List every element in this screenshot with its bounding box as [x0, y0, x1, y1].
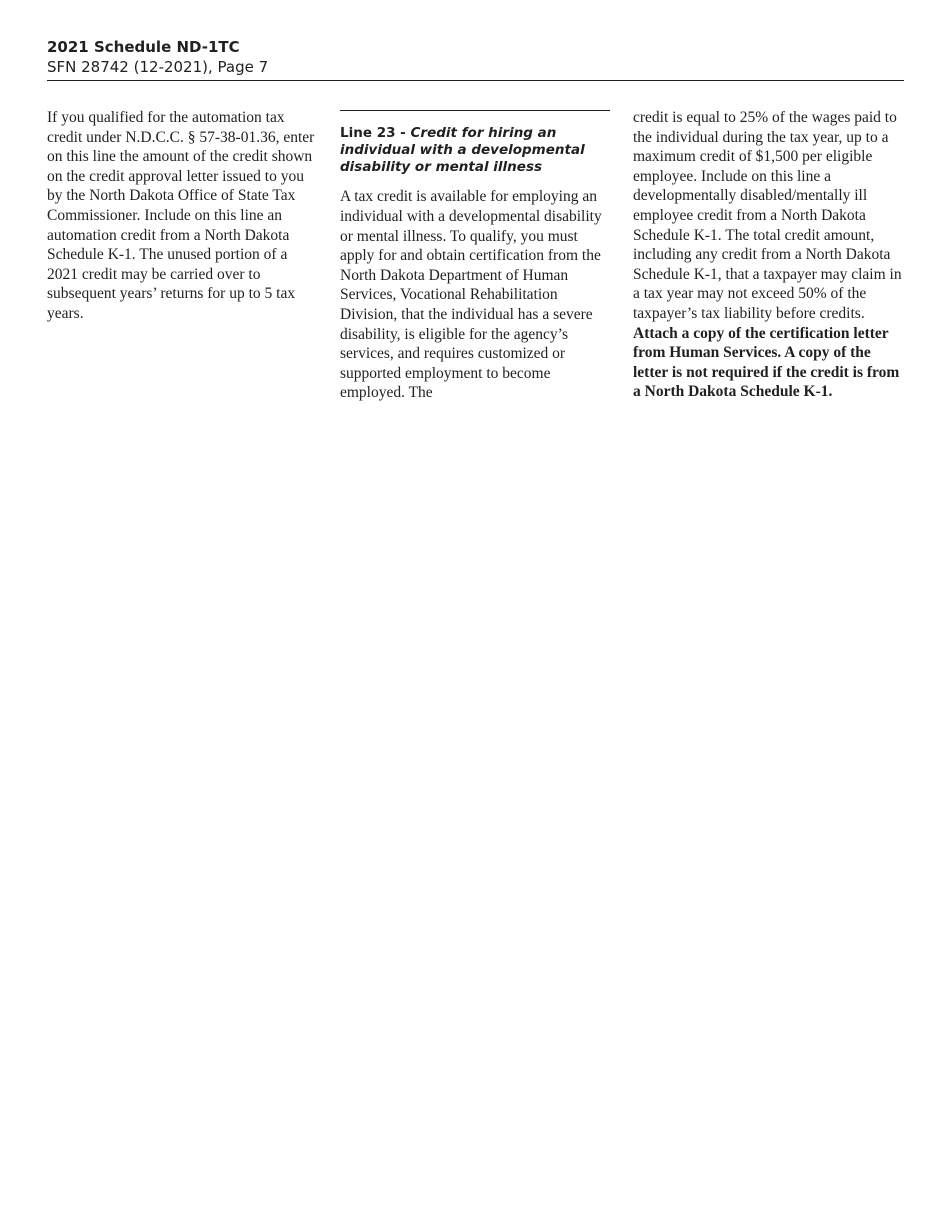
column-1 — [47, 108, 319, 324]
credit-amount-paragraph — [633, 108, 908, 402]
line-23-title: Credit for hiring an individual with a developmental disability or mental illness — [340, 125, 585, 175]
page-header — [47, 38, 904, 77]
line-23-heading — [340, 125, 612, 175]
header-divider — [47, 80, 904, 81]
attachment-note: Attach a copy of the certification letter from Human Services. A copy of the letter is not required if the credit is from a North Dakota Schedule K-1. — [633, 324, 900, 401]
line-23-paragraph: A tax credit is available for employing an individual with a developmental disability or mental illness. To qualify, you must apply for and obtain certification from the North Dakota Department of Human Services, Vocational Rehabilitation Division, that the individual has a severe disability, is eligible for the agency’s services, and requires customized or supported employment to become employed. The — [340, 188, 602, 402]
form-subtitle: SFN 28742 (12-2021), Page 7 — [47, 58, 269, 76]
column-3 — [633, 108, 908, 402]
credit-amount-text: credit is equal to 25% of the wages paid to the individual during the tax year, up to a maximum credit of $1,500 per eligible employee. Include on this line a developmentally disabled/mentally ill employee credit from a North Dakota Schedule K-1. The total credit amount, including any credit from a North Dakota Schedule K-1, that a taxpayer may claim in a tax year may not exceed 50% of the taxpayer’s tax liability before credits. — [633, 109, 902, 322]
form-title: 2021 Schedule ND-1TC — [47, 38, 240, 56]
column-2 — [340, 108, 612, 403]
line-23-label: Line 23 - — [340, 125, 411, 141]
automation-credit-paragraph: If you qualified for the automation tax credit under N.D.C.C. § 57-38-01.36, enter on this line the amount of the credit shown on the credit approval letter issued to you by the North Dakota Office of State Tax Commissioner. Include on this line an automation credit from a North Dakota Schedule K-1. The unused portion of a 2021 credit may be carried over to subsequent years’ returns for up to 5 tax years. — [47, 109, 315, 322]
